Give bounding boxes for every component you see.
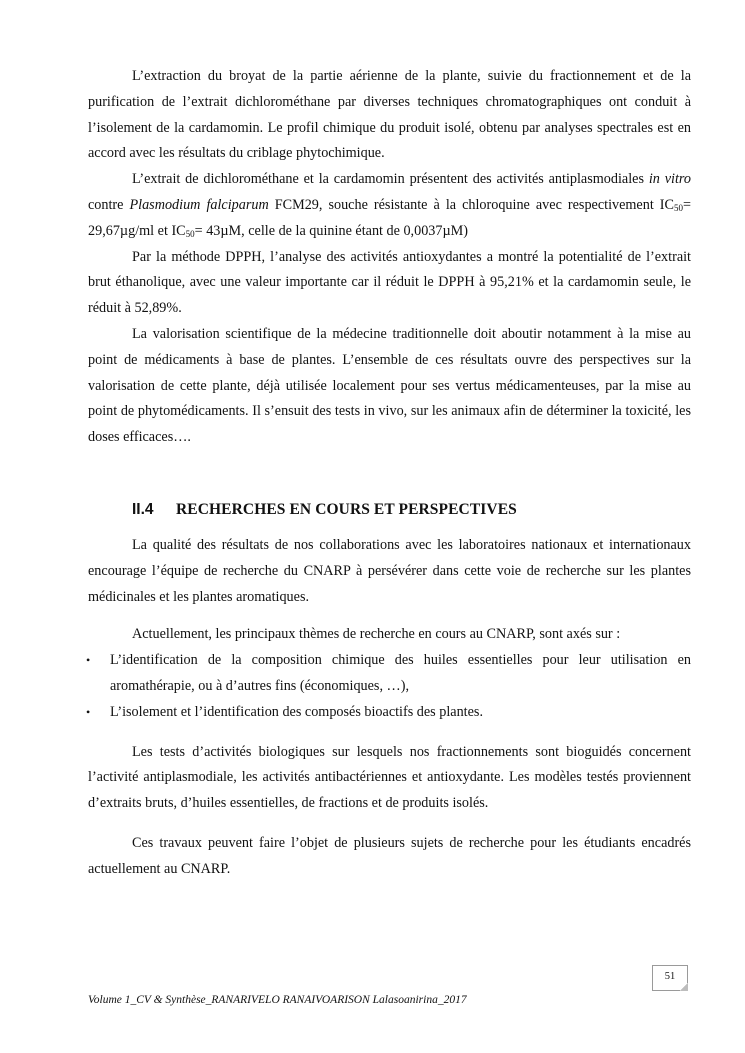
- text-run: L’extrait de dichlorométhane et la cardamomin présentent des activités antiplasmodiales: [132, 171, 649, 188]
- list-item-text: L’identification de la composition chimique des huiles essentielles pour leur utilisation en aromathérapie, ou à d’autres fins (économiques, …),: [110, 652, 691, 694]
- paragraph-extraction: L’extraction du broyat de la partie aérienne de la plante, suivie du fractionnement et de la purification de l’extrait dichlorométhane par diverses techniques chromatographiques ont conduit à l’isolement de la cardamomin. Le profil chimique du produit isolé, obtenu par analyses spectrales est en accord avec les résultats du criblage phytochimique.: [88, 68, 691, 162]
- section-title: RECHERCHES EN COURS ET PERSPECTIVES: [176, 500, 517, 518]
- page-number: 51: [664, 971, 676, 982]
- page-number-box: [652, 965, 688, 991]
- section-heading: [88, 501, 691, 519]
- paragraph-dpph: Par la méthode DPPH, l’analyse des activités antioxydantes a montré la potentialité de l’extrait brut éthanolique, avec une valeur importante car il réduit le DPPH à 95,21% et la cardamomin seule, le réduit à 52,89%.: [88, 248, 691, 317]
- subscript: 50: [185, 228, 195, 239]
- section-number: II.4: [132, 500, 154, 518]
- text-run: = 29,67µg/ml et IC: [88, 196, 692, 239]
- page-fold-icon: [680, 983, 688, 991]
- text-in-vitro: in vitro: [648, 171, 691, 188]
- subscript: 50: [674, 202, 683, 213]
- text-run: contre: [88, 196, 130, 213]
- bullet-icon: •: [86, 653, 91, 668]
- list-item: [88, 700, 691, 726]
- text-species: Plasmodium falciparum: [129, 196, 269, 213]
- list-item-text: L’isolement et l’identification des composés bioactifs des plantes.: [110, 703, 483, 720]
- paragraph-conclusion: Ces travaux peuvent faire l’objet de plusieurs sujets de recherche pour les étudiants encadrés actuellement au CNARP.: [88, 834, 691, 877]
- page-body: [88, 64, 691, 883]
- paragraph-collaborations: La qualité des résultats de nos collaborations avec les laboratoires nationaux et internationaux encourage l’équipe de recherche du CNARP à persévérer dans cette voie de recherche sur les plantes médicinales et les plantes aromatiques.: [88, 536, 691, 605]
- paragraph-themes-intro: Actuellement, les principaux thèmes de recherche en cours au CNARP, sont axés sur :: [132, 626, 621, 643]
- text-run: = 43µM, celle de la quinine étant de 0,0037µM): [194, 222, 468, 239]
- paragraph-tests: Les tests d’activités biologiques sur lesquels nos fractionnements sont bioguidés concernent l’activité antiplasmodiale, les activités antibactériennes et antioxydante. Les modèles testés proviennent d’extraits bruts, d’huiles essentielles, de fractions et de produits isolés.: [88, 743, 691, 812]
- paragraph-antiplasmodial: [88, 167, 691, 244]
- list-item: [88, 648, 691, 700]
- paragraph-valorisation: La valorisation scientifique de la médecine traditionnelle doit aboutir notamment à la mise au point de médicaments à base de plantes. L’ensemble de ces résultats ouvre des perspectives sur la valorisation de cette plante, déjà utilisée localement pour ses vertus médicamenteuses, par la mise au point de phytomédicaments. Il s’ensuit des tests in vivo, sur les animaux afin de déterminer la toxicité, les doses efficaces….: [88, 325, 691, 446]
- text-run: FCM29, souche résistante à la chloroquine avec respectivement IC: [268, 196, 674, 213]
- footer-text: Volume 1_CV & Synthèse_RANARIVELO RANAIVOARISON Lalasoanirina_2017: [88, 994, 467, 1006]
- bullet-icon: •: [86, 704, 91, 719]
- themes-list: [88, 648, 691, 725]
